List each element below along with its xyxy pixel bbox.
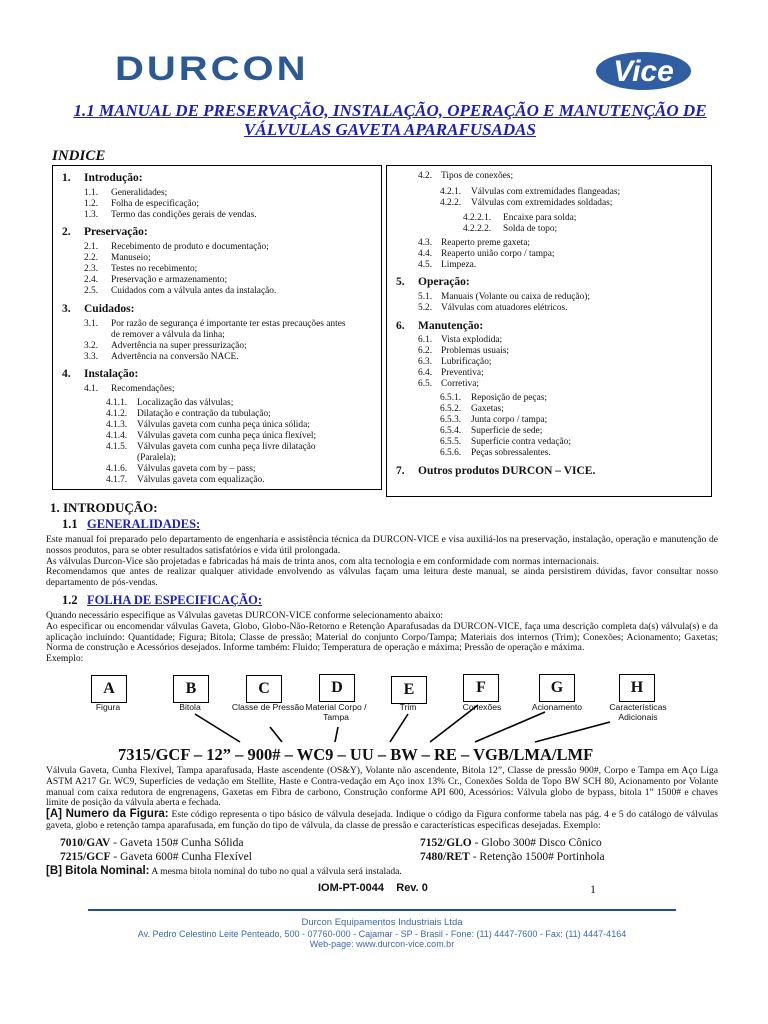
toc-text: (Paralela); xyxy=(137,453,177,463)
toc-text: Preventiva; xyxy=(441,368,484,378)
example-description: Válvula Gaveta, Cunha Flexível, Tampa aparafusada, Haste ascendente (OS&Y), Volante não ascendente, Bitola 12”, Classe de pressão 900#, Corpo e Tampa em Aço Liga ASTM A217 Gr. WC9, Superfícies de vedação em Stellite, Haste e Contra-vedação em Aço inox 13% Cr., Conexões Solda de Topo BW SCH 80, Acionamento por Volante manual com caixa redutora de engrenagens, Gaxetas em Fibra de carbono, Construção conforme API 600, Acessórios: Válvula globo de bypass, bitola 1” 1500# e chaves limite de posição da válvula aberta e fechada. xyxy=(46,765,718,809)
example-code: 7315/GCF – 12” – 900# – WC9 – UU – BW – RE – VGB/LMA/LMF xyxy=(118,745,594,764)
toc-number: 3. xyxy=(62,303,71,315)
toc-text: Peças sobressalentes. xyxy=(471,448,551,458)
paragraph: As válvulas Durcon-Vice são projetadas e fabricadas há mais de trinta anos, com alta tecnologia e em conformidade com normas internacionais. xyxy=(46,555,599,567)
toc-number: 6.5.3. xyxy=(440,415,462,425)
toc-number: 2.4. xyxy=(84,275,99,285)
toc-number: 4.1.6. xyxy=(106,464,128,474)
vice-logo-text: Vice xyxy=(613,55,674,88)
figure-code: 7152/GLO xyxy=(420,837,472,849)
letter-caption: Classe de Pressão xyxy=(231,702,305,712)
section-introducao-heading: 1. INTRODUÇÃO: xyxy=(50,500,158,515)
letter-box: G xyxy=(539,674,575,702)
toc-number: 1.1. xyxy=(84,188,99,198)
toc-number: 3.3. xyxy=(84,352,99,362)
toc-number: 6.5.4. xyxy=(440,426,462,436)
toc-number: 5. xyxy=(396,276,405,288)
toc-text: Cuidados com a válvula antes da instalação. xyxy=(111,286,277,296)
toc-text: Folha de especificação; xyxy=(111,199,199,209)
figure-code: 7010/GAV xyxy=(60,837,111,849)
toc-number: 2.2. xyxy=(84,253,99,263)
toc-text: Preservação: xyxy=(84,226,148,238)
toc-text: Cuidados: xyxy=(84,303,135,315)
letter-caption: Acionamento xyxy=(531,702,583,712)
toc-number: 4.1.7. xyxy=(106,475,128,485)
toc-text: Reposição de peças; xyxy=(471,393,548,403)
toc-text: Válvulas com atuadores elétricos. xyxy=(441,303,568,313)
figure-example-3 xyxy=(420,837,602,849)
toc-text: Advertência na conversão NACE. xyxy=(111,352,239,362)
toc-text: Limpeza. xyxy=(441,260,477,270)
footer-divider xyxy=(88,909,676,911)
figure-code: 7215/GCF xyxy=(60,851,111,863)
paragraph: Exemplo: xyxy=(46,653,84,665)
toc-number: 6.3. xyxy=(418,357,433,367)
figure-example-4 xyxy=(420,851,605,863)
toc-text: Manuseio; xyxy=(111,253,151,263)
toc-number: 6. xyxy=(396,320,405,332)
toc-number: 4.5. xyxy=(418,260,433,270)
footer-company: Durcon Equipamentos Industriais Ltda xyxy=(301,917,463,928)
toc-number: 1.2. xyxy=(84,199,99,209)
toc-text: Junta corpo / tampa; xyxy=(471,415,548,425)
toc-number: 3.1. xyxy=(84,319,99,329)
letter-box: B xyxy=(173,675,209,703)
letter-caption: Características Adicionais xyxy=(609,702,667,722)
toc-text: Operação: xyxy=(418,276,470,288)
paragraph: Ao especificar ou encomendar válvulas Gaveta, Globo, Globo-Não-Retorno e Retenção Aparafusadas da DURCON-VICE, faça uma descrição completa da(s) válvula(s) e da aplicação incluindo: Quantidade; Figura; Bitola; Classe de pressão; Material do conjunto Corpo/Tampa; Materiais dos internos (Trim); Conexões; Acionamento; Gaxetas; Norma de construção e Acessórios desejados. Informe também: Fluido; Temperatura de operação e máxima; Pressão de operação e máxima. xyxy=(46,620,718,654)
toc-number: 4.1. xyxy=(84,384,99,394)
toc-number: 4.1.5. xyxy=(106,442,128,452)
toc-text: de remover a válvula da linha; xyxy=(111,330,225,340)
toc-number: 4.2.2. xyxy=(440,198,462,208)
page-number: 1 xyxy=(590,882,596,896)
toc-number: 4.2.2.2. xyxy=(463,224,492,234)
toc-text: Recebimento de produto e documentação; xyxy=(111,242,269,252)
toc-number: 6.5.6. xyxy=(440,448,462,458)
toc-text: Válvulas gaveta com cunha peça única sólida; xyxy=(137,420,310,430)
durcon-logo: DURCON xyxy=(115,50,309,88)
toc-number: 4.4. xyxy=(418,249,433,259)
toc-number: 6.5.2. xyxy=(440,404,462,414)
figura-section xyxy=(46,809,718,832)
toc-text: Instalação: xyxy=(84,368,139,380)
connector-line xyxy=(270,727,282,742)
toc-number: 4.2.1. xyxy=(440,187,462,197)
toc-text: Advertência na super pressurização; xyxy=(111,341,247,351)
subsection-number: 1.2 xyxy=(62,593,78,607)
toc-text: Manuais (Volante ou caixa de redução); xyxy=(441,292,590,302)
letter-caption: Figura xyxy=(95,702,121,712)
bitola-label: [B] Bitola Nominal: xyxy=(46,865,150,877)
toc-text: Solda de topo; xyxy=(503,224,558,234)
toc-text: Corretiva; xyxy=(441,379,480,389)
toc-number: 4.1.4. xyxy=(106,431,128,441)
toc-text: Dilatação e contração da tubulação; xyxy=(137,409,271,419)
toc-number: 5.2. xyxy=(418,303,433,313)
toc-text: Tipos de conexões; xyxy=(441,171,514,181)
toc-number: 4. xyxy=(62,368,71,380)
toc-text: Encaixe para solda; xyxy=(503,213,577,223)
paragraph: Quando necessário especifique as Válvulas gavetas DURCON-VICE conforme selecionamento abaixo: xyxy=(46,610,444,621)
toc-text: Válvulas gaveta com by – pass; xyxy=(137,464,256,474)
toc-text: Válvulas gaveta com cunha peça livre dilatação xyxy=(137,442,316,452)
toc-text: Outros produtos DURCON – VICE. xyxy=(418,465,596,477)
subsection-title: FOLHA DE ESPECIFICAÇÃO: xyxy=(87,593,263,607)
toc-text: Válvulas com extremidades flangeadas; xyxy=(471,187,621,197)
toc-number: 3.2. xyxy=(84,341,99,351)
letter-caption: Trim xyxy=(399,702,417,712)
figure-desc: - Retenção 1500# Portinhola xyxy=(469,851,605,863)
title-line-1: 1.1 MANUAL DE PRESERVAÇÃO, INSTALAÇÃO, OPERAÇÃO E MANUTENÇÃO DE xyxy=(73,101,707,120)
letter-box: A xyxy=(91,675,127,703)
toc-number: 1.3. xyxy=(84,210,99,220)
toc-text: Vista explodida; xyxy=(441,335,503,345)
toc-number: 6.5.5. xyxy=(440,437,462,447)
figure-example-2 xyxy=(60,851,252,863)
subsection-title: GENERALIDADES: xyxy=(87,517,201,531)
letter-box: H xyxy=(619,674,655,702)
letter-caption: Conexões xyxy=(462,702,502,712)
connector-line xyxy=(430,705,478,742)
letter-box: C xyxy=(246,675,282,703)
figure-code: 7480/RET xyxy=(420,851,470,863)
toc-text: Válvulas com extremidades soldadas; xyxy=(471,198,613,208)
letter-caption: Material Corpo / Tampa xyxy=(305,702,367,722)
toc-number: 1. xyxy=(62,172,71,184)
toc-number: 4.2.2.1. xyxy=(463,213,492,223)
toc-text: Recomendações; xyxy=(111,384,175,394)
toc-text: Manutenção: xyxy=(418,320,484,332)
toc-number: 2.5. xyxy=(84,286,99,296)
toc-text: Superfície de sede; xyxy=(471,426,543,436)
figura-label: [A] Numero da Figura: xyxy=(46,808,169,820)
toc-number: 6.2. xyxy=(418,346,433,356)
toc-text: Preservação e armazenamento; xyxy=(111,275,228,285)
footer-address: Av. Pedro Celestino Leite Penteado, 500 - 07760-000 - Cajamar - SP - Brasil - Fone: (11) 4447-7600 - Fax: (11) 4447-4164 xyxy=(137,929,627,939)
figure-example-1 xyxy=(60,837,243,849)
toc-number: 6.5.1. xyxy=(440,393,462,403)
letter-caption: Bitola xyxy=(179,702,201,712)
toc-text: Testes no recebimento; xyxy=(111,264,198,274)
toc-number: 4.1.2. xyxy=(106,409,128,419)
toc-number: 4.2. xyxy=(418,171,433,181)
connector-line xyxy=(195,714,240,742)
letter-box: F xyxy=(463,674,499,702)
toc-text: Por razão de segurança é importante ter estas precauções antes xyxy=(111,319,346,329)
connector-line xyxy=(535,722,610,742)
toc-number: 4.1.1. xyxy=(106,398,128,408)
footer-web: Web-page: www.durcon-vice.com.br xyxy=(309,939,455,949)
figure-desc: - Gaveta 150# Cunha Sólida xyxy=(110,837,244,849)
connector-line xyxy=(390,714,408,742)
figure-desc: - Gaveta 600# Cunha Flexível xyxy=(110,851,252,863)
toc-number: 4.1.3. xyxy=(106,420,128,430)
paragraph: Recomendamos que antes de realizar qualquer atividade envolvendo as válvulas façam uma leitura deste manual, se ainda persistirem dúvidas, favor consultar nosso departamento de pós-vendas. xyxy=(46,566,718,589)
toc-number: 5.1. xyxy=(418,292,433,302)
toc-text: Reaperto união corpo / tampa; xyxy=(441,249,555,259)
letter-box: D xyxy=(319,674,355,702)
toc-text: Reaperto preme gaxeta; xyxy=(441,238,531,248)
paragraph: Este manual foi preparado pelo departamento de engenharia e assistência técnica da DURCON-VICE e visa auxiliá-los na preservação, instalação, operação e manutenção de nossos produtos, para se obter resultados satisfatórios e vida útil prolongada. xyxy=(46,534,718,556)
toc-number: 6.5. xyxy=(418,379,433,389)
document-reference: IOM-PT-0044 Rev. 0 xyxy=(318,882,428,894)
toc-text: Problemas usuais; xyxy=(441,346,509,356)
toc-number: 6.1. xyxy=(418,335,433,345)
toc-number: 2.3. xyxy=(84,264,99,274)
figure-desc: - Globo 300# Disco Cônico xyxy=(471,837,602,849)
toc-text: Superfície contra vedação; xyxy=(471,437,571,447)
figura-text: Este código representa o tipo básico de válvula desejada. Indique o código da Figura conforme tabela nas pág. 4 e 5 do catálogo de válvulas gaveta, globo e retenção tampa aparafusada, em função do tipo de válvula, da classe de pressão e características especificas desejadas. Exemplo: xyxy=(46,809,718,831)
subsection-number: 1.1 xyxy=(62,517,78,531)
letter-box: E xyxy=(391,676,427,704)
connector-line xyxy=(335,727,338,742)
connector-line xyxy=(475,712,545,742)
toc-text: Válvulas gaveta com cunha peça única flexível; xyxy=(137,431,317,441)
toc-number: 2.1. xyxy=(84,242,99,252)
bitola-section xyxy=(46,866,718,878)
toc-text: Generalidades; xyxy=(111,188,168,198)
title-line-2: VÁLVULAS GAVETA APARAFUSADAS xyxy=(244,120,536,139)
toc-text: Gaxetas; xyxy=(471,404,504,414)
toc-text: Introdução: xyxy=(84,172,143,184)
toc-text: Válvulas gaveta com equalização. xyxy=(137,475,265,485)
toc-text: Termo das condições gerais de vendas. xyxy=(111,210,257,220)
toc-text: Lubrificação; xyxy=(441,357,492,367)
toc-number: 6.4. xyxy=(418,368,433,378)
toc-number: 2. xyxy=(62,226,71,238)
index-heading: INDICE xyxy=(52,148,106,164)
toc-number: 4.3. xyxy=(418,238,433,248)
toc-text: Localização das válvulas; xyxy=(137,398,234,408)
toc-number: 7. xyxy=(396,465,405,477)
bitola-text: A mesma bitola nominal do tubo no qual a válvula será instalada. xyxy=(151,866,402,877)
